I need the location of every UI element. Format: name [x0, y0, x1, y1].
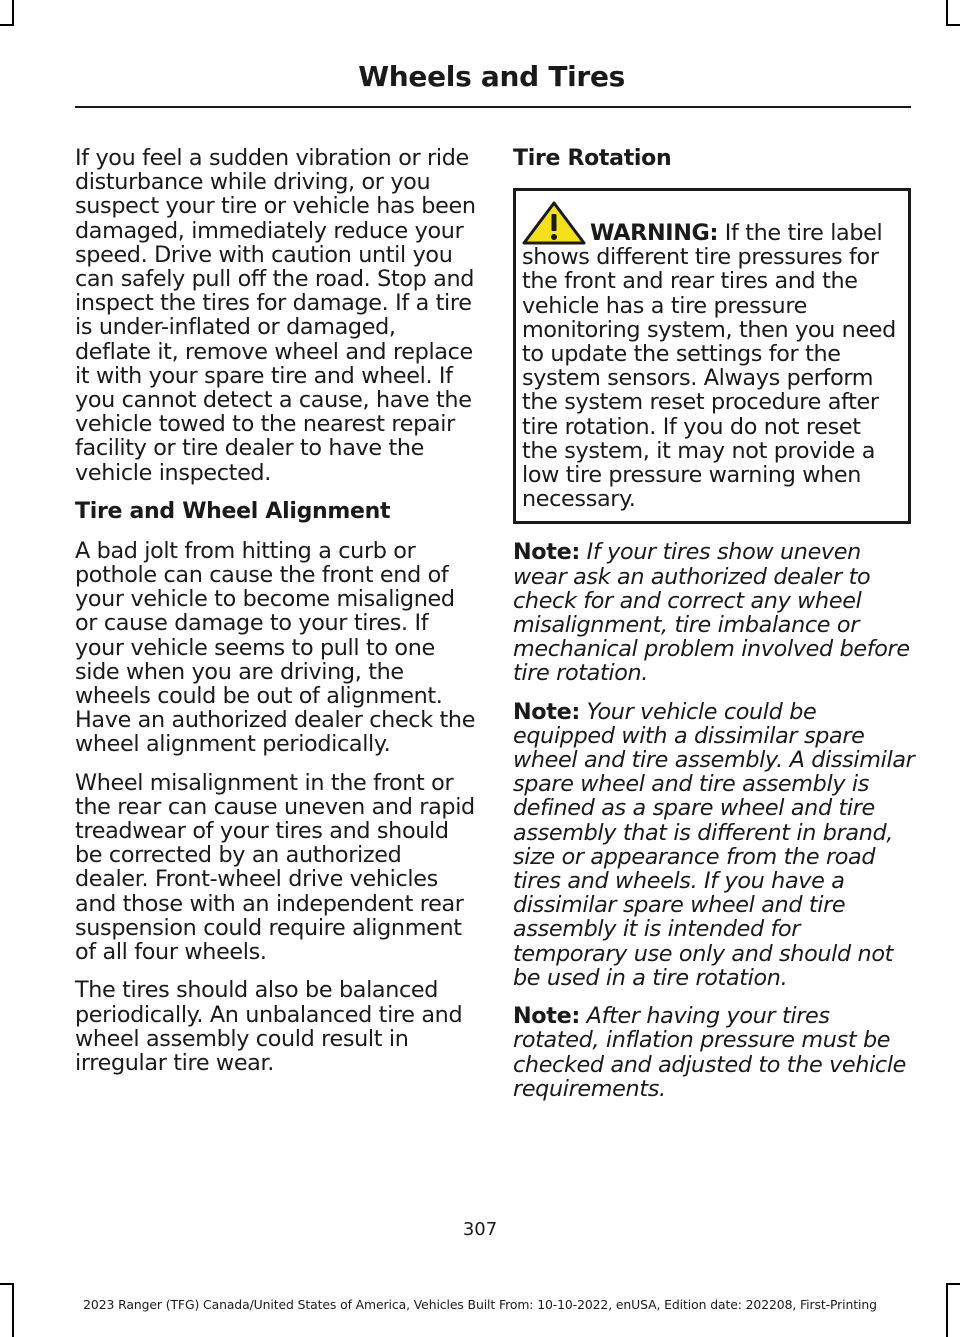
- warning-box: [513, 188, 911, 524]
- warning-text: [522, 221, 902, 511]
- note-label: Note:: [513, 1003, 580, 1030]
- note-text: After having your tires rotated, inflation pressure must be checked and adjusted to the vehicle requirements.: [513, 1003, 907, 1102]
- section-title: Wheels and Tires: [358, 60, 625, 93]
- left-column: [75, 146, 477, 1089]
- alignment-heading: Tire and Wheel Alignment: [75, 498, 391, 524]
- warning-triangle-icon: [522, 201, 586, 245]
- alignment-paragraph: The tires should also be balanced periodically. An unbalanced tire and wheel assembly could result in irregular tire wear.: [75, 977, 463, 1076]
- note: [513, 1004, 915, 1101]
- note-label: Note:: [513, 698, 580, 725]
- note-text: Your vehicle could be equipped with a dissimilar spare wheel and tire assembly. A dissimilar spare wheel and tire assembly is defined as a spare wheel and tire assembly that is different in brand, size or appearance from the road tires and wheels. If you have a dissimilar spare wheel and tire assembly it is intended for temporary use only and should not be used in a tire rotation.: [513, 698, 915, 991]
- crop-mark-top-left: [0, 24, 14, 26]
- page-number: 307: [462, 1219, 498, 1240]
- right-column: [513, 146, 915, 1115]
- crop-mark-top-right: [946, 24, 960, 26]
- alignment-paragraph: A bad jolt from hitting a curb or pothole can cause the front end of your vehicle to become misaligned or cause damage to your tires. If your vehicle seems to pull to one side when you are driving, the wheels could be out of alignment. Have an authorized dealer check the wheel alignment periodically.: [75, 537, 476, 758]
- footer-edition-info: 2023 Ranger (TFG) Canada/United States of America, Vehicles Built From: 10-10-2022, enUSA, Edition date: 202208, First-Printing: [83, 1297, 877, 1312]
- alignment-paragraph: Wheel misalignment in the front or the rear can cause uneven and rapid treadwear of your tires and should be corrected by an authorized dealer. Front-wheel drive vehicles and those with an independent rear suspension could require alignment of all four wheels.: [75, 769, 475, 966]
- header-divider: [75, 106, 911, 108]
- note-text: If your tires show uneven wear ask an authorized dealer to check for and correct any wheel misalignment, tire imbalance or mechanical problem involved before tire rotation.: [513, 539, 910, 687]
- note: [513, 540, 915, 685]
- rotation-heading: Tire Rotation: [513, 146, 672, 171]
- intro-paragraph: If you feel a sudden vibration or ride disturbance while driving, or you suspect your tire or vehicle has been damaged, immediately reduce your speed. Drive with caution until you can safely pull off the road. Stop and inspect the tires for damage. If a tire is under-inflated or damaged, deflate it, remove wheel and replace it with your spare tire and wheel. If you cannot detect a cause, have the vehicle towed to the nearest repair facility or tire dealer to have the vehicle inspected.: [75, 145, 476, 486]
- crop-mark-top-left: [12, 0, 14, 26]
- warning-label: WARNING:: [590, 220, 719, 246]
- crop-mark-bottom-left: [0, 1283, 14, 1285]
- note-label: Note:: [513, 539, 580, 566]
- crop-mark-top-right: [946, 0, 948, 26]
- warning-body: If the tire label shows different tire pressures for the front and rear tires and the vehicle has a tire pressure monitoring system, then you need to update the settings for the system sensors. Always perform the system reset procedure after tire rotation. If you do not reset the system, it may not provide a low tire pressure warning when necessary.: [522, 220, 896, 513]
- crop-mark-bottom-right: [946, 1283, 960, 1285]
- note: [513, 700, 915, 990]
